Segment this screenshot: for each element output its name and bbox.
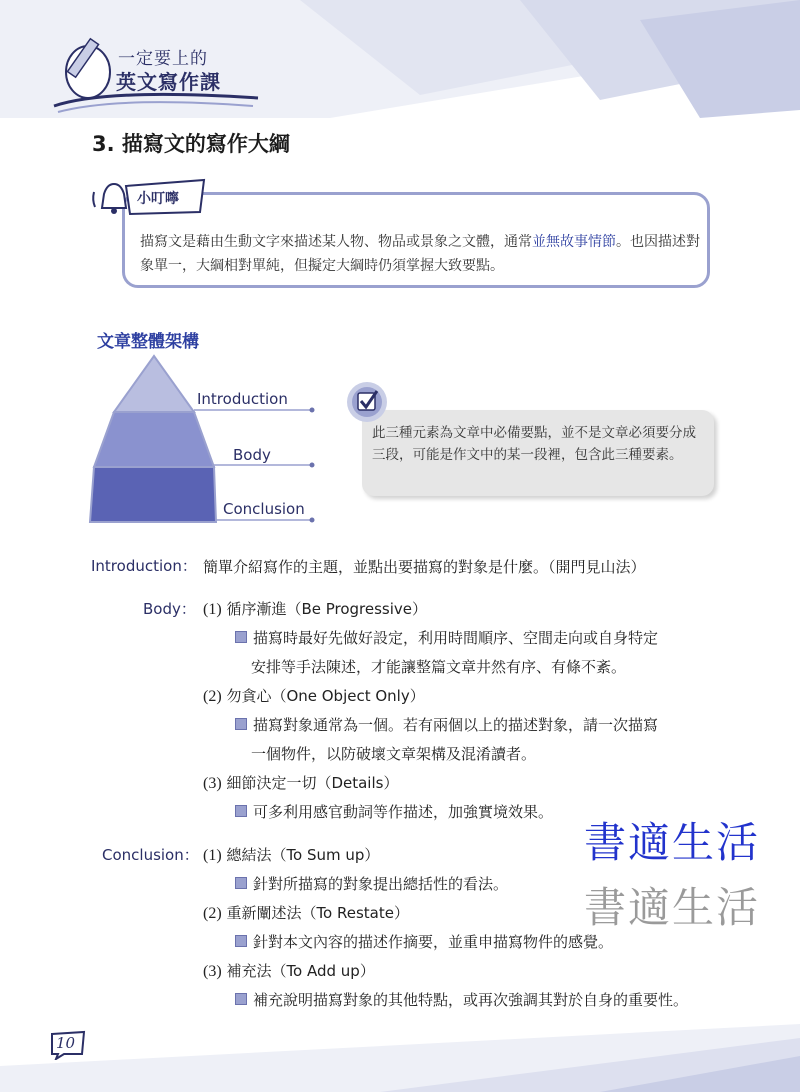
conclusion-item-3-title-text: 補充法（To Add up） xyxy=(226,962,375,980)
tip-text-highlight: 並無故事情節 xyxy=(532,234,616,250)
conclusion-item-1-desc-text: 針對所描寫的對象提出總括性的看法。 xyxy=(253,875,509,893)
bullet-square-icon xyxy=(235,718,247,730)
tip-label: 小叮嚀 xyxy=(137,191,179,207)
introduction-term: Introduction： xyxy=(91,557,197,575)
body-item-2-title xyxy=(203,685,425,706)
conclusion-item-2-title-text: 重新闡述法（To Restate） xyxy=(226,904,409,922)
brand-title-line2: 英文寫作課 xyxy=(116,70,221,94)
body-item-1-desc-line1 xyxy=(235,627,658,648)
conclusion-item-3-desc xyxy=(235,989,688,1010)
conclusion-term: Conclusion： xyxy=(102,846,199,864)
tip-text-part2: 。也因描述對象單一，大綱相對單純，但擬定大綱時仍須掌握大致要點。 xyxy=(140,234,700,274)
bullet-square-icon xyxy=(235,805,247,817)
bullet-square-icon xyxy=(235,935,247,947)
pyramid-label-introduction: Introduction xyxy=(197,390,288,408)
body-item-3-num: (3) xyxy=(203,775,222,792)
watermark-text-gray: 書適生活 xyxy=(584,883,761,932)
conclusion-item-3-title xyxy=(203,960,375,981)
body-item-2-desc-line1 xyxy=(235,714,658,735)
body-item-1-num: (1) xyxy=(203,601,222,618)
bullet-square-icon xyxy=(235,631,247,643)
bullet-square-icon xyxy=(235,993,247,1005)
conclusion-item-2-num: (2) xyxy=(203,905,222,922)
body-item-2-desc-line1-text: 描寫對象通常為一個。若有兩個以上的描述對象，請一次描寫 xyxy=(253,716,659,734)
page-number: 10 xyxy=(56,1034,76,1052)
pyramid-label-conclusion: Conclusion xyxy=(223,500,305,518)
body-item-1-desc-line2: 安排等手法陳述，才能讓整篇文章井然有序、有條不紊。 xyxy=(251,658,627,676)
conclusion-item-2-desc-text: 針對本文內容的描述作摘要，並重申描寫物件的感覺。 xyxy=(253,933,614,951)
bullet-square-icon xyxy=(235,877,247,889)
conclusion-item-1-title xyxy=(203,844,379,865)
body-item-3-title-text: 細節決定一切（Details） xyxy=(226,774,399,792)
body-item-3-desc-line1 xyxy=(235,801,553,822)
note-text: 此三種元素為文章中必備要點，並不是文章必須要分成三段，可能是作文中的某一段裡，包含此三種要素。 xyxy=(372,425,696,463)
checkbox-icon xyxy=(345,380,389,424)
body-item-1-title xyxy=(203,598,427,619)
section-title: 3. 描寫文的寫作大綱 xyxy=(92,132,290,156)
tip-text xyxy=(140,230,700,278)
conclusion-item-3-desc-text: 補充說明描寫對象的其他特點，或再次強調其對於自身的重要性。 xyxy=(253,991,689,1009)
conclusion-item-3-num: (3) xyxy=(203,963,222,980)
introduction-text: 簡單介紹寫作的主題，並點出要描寫的對象是什麼。（開門見山法） xyxy=(203,558,646,576)
tip-text-part1: 描寫文是藉由生動文字來描述某人物、物品或景象之文體，通常 xyxy=(140,234,532,250)
conclusion-item-2-desc xyxy=(235,931,613,952)
pyramid-label-body: Body xyxy=(233,446,271,464)
conclusion-item-2-title xyxy=(203,902,409,923)
body-item-1-title-text: 循序漸進（Be Progressive） xyxy=(226,600,428,618)
conclusion-item-1-num: (1) xyxy=(203,847,222,864)
body-term: Body： xyxy=(143,600,196,618)
conclusion-item-1-title-text: 總結法（To Sum up） xyxy=(226,846,380,864)
body-item-3-desc-line1-text: 可多利用感官動詞等作描述，加強實境效果。 xyxy=(253,803,554,821)
body-item-3-title xyxy=(203,772,398,793)
body-item-2-title-text: 勿貪心（One Object Only） xyxy=(226,687,425,705)
footer-background xyxy=(0,1016,800,1092)
conclusion-item-1-desc xyxy=(235,873,508,894)
watermark-text-blue: 書適生活 xyxy=(584,818,761,867)
structure-title: 文章整體架構 xyxy=(97,332,199,352)
body-item-2-desc-line2: 一個物件，以防破壞文章架構及混淆讀者。 xyxy=(251,745,537,763)
brand-title-line1: 一定要上的 xyxy=(118,49,208,69)
body-item-2-num: (2) xyxy=(203,688,222,705)
body-item-1-desc-line1-text: 描寫時最好先做好設定，利用時間順序、空間走向或自身特定 xyxy=(253,629,659,647)
